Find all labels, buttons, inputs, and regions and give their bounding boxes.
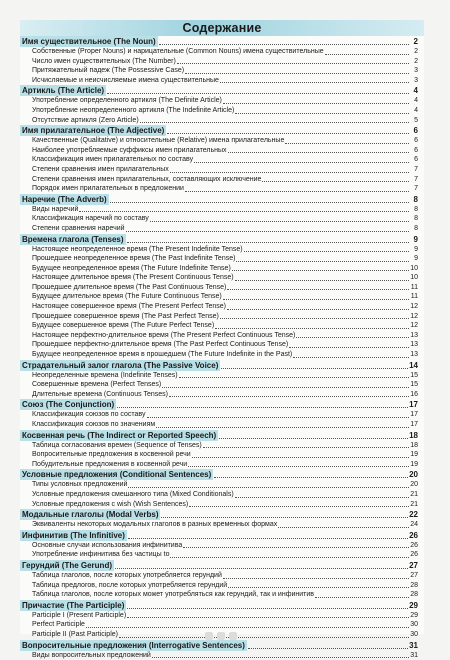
toc-page-number: 12 — [410, 312, 418, 322]
toc-section[interactable] — [20, 640, 418, 651]
toc-entry-title: Прошедшее совершенное время (The Past Perfect Tense) — [20, 312, 219, 322]
dot-leader — [248, 648, 408, 649]
dot-leader — [189, 506, 409, 507]
toc-entry-title: Имя прилагательное (The Adjective) — [20, 125, 166, 136]
toc-entry-title: Будущее совершенное время (The Future Perfect Tense) — [20, 321, 214, 331]
toc-page-number: 6 — [410, 155, 418, 165]
toc-entry-title: Употребление инфинитива без частицы to — [20, 550, 169, 560]
toc-page-number: 31 — [409, 640, 418, 651]
dot-leader — [228, 152, 409, 153]
toc-page-number: 6 — [410, 125, 418, 136]
toc-entry[interactable] — [20, 350, 418, 360]
toc-page-number: 5 — [410, 116, 418, 126]
dot-leader — [227, 309, 409, 310]
toc-page-number: 4 — [410, 96, 418, 106]
toc-entry[interactable] — [20, 264, 418, 274]
toc-entry-title: Прошедшее перфектно-длительное время (The Past Perfect Continuous Tense) — [20, 340, 288, 350]
dot-leader — [235, 280, 409, 281]
toc-entry-title: Настоящее неопределенное время (The Present Indefinite Tense) — [20, 245, 243, 255]
toc-page-number: 8 — [410, 224, 418, 234]
dot-leader — [278, 527, 409, 528]
document-page — [20, 20, 424, 634]
toc-entry[interactable] — [20, 205, 418, 215]
dot-leader — [170, 557, 409, 558]
dot-leader — [232, 270, 409, 271]
toc-entry[interactable] — [20, 590, 418, 600]
toc-page-number: 20 — [409, 469, 418, 480]
toc-entry[interactable] — [20, 96, 418, 106]
toc-entry-title: Степени сравнения имен прилагательных, составляющих исключение — [20, 175, 261, 185]
toc-entry-title: Длительные времена (Continuous Tenses) — [20, 390, 168, 400]
dot-leader — [214, 477, 408, 478]
toc-entry[interactable] — [20, 450, 418, 460]
table-of-contents — [20, 36, 418, 660]
toc-entry[interactable] — [20, 214, 418, 224]
toc-entry[interactable] — [20, 224, 418, 234]
toc-page-number: 30 — [410, 620, 418, 630]
toc-page-number: 31 — [410, 651, 418, 660]
dot-leader — [169, 396, 409, 397]
toc-page-number: 9 — [410, 245, 418, 255]
toc-entry[interactable] — [20, 390, 418, 400]
toc-entry[interactable] — [20, 283, 418, 293]
toc-entry[interactable] — [20, 57, 418, 67]
toc-entry[interactable] — [20, 541, 418, 551]
dot-leader — [127, 608, 408, 609]
toc-entry-title: Степени сравнения имен прилагательных — [20, 165, 169, 175]
toc-page-number: 17 — [410, 410, 418, 420]
toc-entry[interactable] — [20, 550, 418, 560]
dot-leader — [220, 318, 409, 319]
toc-entry-title: Таблица согласования времен (Sequence of Tenses) — [20, 441, 202, 451]
toc-entry-title: Прошедшее неопределенное время (The Past Indefinite Tense) — [20, 254, 235, 264]
toc-page-number: 15 — [410, 371, 418, 381]
toc-section[interactable] — [20, 125, 418, 136]
toc-page-number: 3 — [410, 66, 418, 76]
toc-entry-title: Условные предложения смешанного типа (Mixed Conditionals) — [20, 490, 234, 500]
dot-leader — [235, 113, 409, 114]
toc-entry-title: Прошедшее длительное время (The Past Continuous Tense) — [20, 283, 226, 293]
toc-entry-title: Participle I (Present Participle) — [20, 611, 126, 621]
dot-leader — [86, 627, 409, 628]
toc-entry[interactable] — [20, 460, 418, 470]
toc-section[interactable] — [20, 36, 418, 47]
toc-entry-title: Имя существительное (The Noun) — [20, 36, 158, 47]
toc-entry-title: Совершенные времена (Perfect Tenses) — [20, 380, 161, 390]
toc-entry-title: Таблица глаголов, после которых может употребляться как герундий, так и инфинитив — [20, 590, 314, 600]
toc-page-number: 10 — [410, 264, 418, 274]
dot-leader — [223, 103, 409, 104]
toc-page-number: 2 — [410, 47, 418, 57]
toc-entry[interactable] — [20, 340, 418, 350]
toc-entry[interactable] — [20, 136, 418, 146]
dot-leader — [126, 231, 409, 232]
toc-page-number: 30 — [410, 630, 418, 640]
toc-entry-title: Условные предложения с wish (Wish Sentences) — [20, 500, 188, 510]
toc-entry[interactable] — [20, 651, 418, 660]
toc-entry-title: Настоящее длительное время (The Present Continuous Tense) — [20, 273, 234, 283]
toc-entry-title: Наречие (The Adverb) — [20, 194, 109, 205]
toc-page-number: 14 — [409, 360, 418, 371]
toc-entry[interactable] — [20, 106, 418, 116]
toc-entry-title: Исчисляемые и неисчисляемые имена существительные — [20, 76, 219, 86]
toc-entry[interactable] — [20, 331, 418, 341]
toc-entry[interactable] — [20, 292, 418, 302]
toc-entry[interactable] — [20, 380, 418, 390]
toc-page-number: 2 — [410, 36, 418, 47]
toc-page-number: 12 — [410, 302, 418, 312]
dot-leader — [285, 143, 409, 144]
toc-entry-title: Инфинитив (The Infinitive) — [20, 530, 127, 541]
dot-leader — [315, 597, 409, 598]
toc-page-number: 18 — [409, 430, 418, 441]
dot-leader — [115, 568, 408, 569]
toc-page-number: 17 — [410, 420, 418, 430]
toc-entry-title: Условные предложения (Conditional Sentences) — [20, 469, 213, 480]
dot-leader — [325, 54, 409, 55]
dot-leader — [107, 93, 409, 94]
toc-entry-title: Притяжательный падеж (The Possessive Case) — [20, 66, 184, 76]
toc-page-number: 27 — [409, 560, 418, 571]
dot-leader — [192, 457, 409, 458]
dot-leader — [227, 289, 409, 290]
dot-leader — [244, 251, 409, 252]
toc-page-number: 19 — [410, 450, 418, 460]
toc-page-number: 6 — [410, 146, 418, 156]
dot-leader — [110, 202, 409, 203]
toc-entry[interactable] — [20, 420, 418, 430]
toc-page-number: 27 — [410, 571, 418, 581]
footer-mark — [205, 632, 213, 640]
dot-leader — [119, 637, 409, 638]
dot-leader — [223, 299, 409, 300]
toc-entry-title: Типы условных предложений — [20, 480, 127, 490]
toc-entry-title: Классификация союзов по составу — [20, 410, 146, 420]
toc-entry[interactable] — [20, 312, 418, 322]
toc-page-number: 26 — [410, 541, 418, 551]
toc-section[interactable] — [20, 509, 418, 520]
toc-page-number: 8 — [410, 214, 418, 224]
toc-page-number: 13 — [410, 340, 418, 350]
toc-entry[interactable] — [20, 480, 418, 490]
page-footer — [205, 632, 237, 640]
dot-leader — [194, 162, 409, 163]
toc-page-number: 15 — [410, 380, 418, 390]
toc-page-number: 29 — [409, 600, 418, 611]
toc-page-number: 3 — [410, 76, 418, 86]
toc-section[interactable] — [20, 194, 418, 205]
dot-leader — [159, 44, 409, 45]
dot-leader — [179, 377, 409, 378]
dot-leader — [235, 497, 409, 498]
toc-entry-title: Таблица глаголов, после которых употребляется герундий — [20, 571, 222, 581]
toc-entry[interactable] — [20, 620, 418, 630]
toc-entry[interactable] — [20, 116, 418, 126]
toc-page-number: 20 — [410, 480, 418, 490]
toc-section[interactable] — [20, 85, 418, 96]
dot-leader — [223, 578, 409, 579]
toc-entry-title: Собственные (Proper Nouns) и нарицательные (Common Nouns) имена существительные — [20, 47, 324, 57]
toc-page-number: 7 — [410, 175, 418, 185]
toc-page-number: 11 — [410, 283, 418, 293]
toc-page-number: 4 — [410, 106, 418, 116]
dot-leader — [293, 357, 409, 358]
dot-leader — [221, 368, 408, 369]
toc-entry-title: Побудительные предложения в косвенной речи — [20, 460, 187, 470]
toc-entry-title: Виды наречий — [20, 205, 78, 215]
dot-leader — [289, 347, 409, 348]
dot-leader — [152, 657, 409, 658]
toc-entry-title: Артикль (The Article) — [20, 85, 106, 96]
dot-leader — [79, 211, 409, 212]
toc-entry-title: Времена глагола (Tenses) — [20, 234, 126, 245]
toc-entry-title: Participle II (Past Participle) — [20, 630, 118, 640]
toc-entry[interactable] — [20, 76, 418, 86]
toc-entry-title: Употребление неопределенного артикля (The Indefinite Article) — [20, 106, 234, 116]
toc-entry[interactable] — [20, 410, 418, 420]
toc-page-number: 28 — [410, 581, 418, 591]
toc-entry[interactable] — [20, 254, 418, 264]
toc-entry-title: Число имен существительных (The Number) — [20, 57, 176, 67]
dot-leader — [117, 407, 408, 408]
toc-entry[interactable] — [20, 520, 418, 530]
toc-entry-title: Будущее неопределенное время (The Future Indefinite Tense) — [20, 264, 231, 274]
toc-entry[interactable] — [20, 611, 418, 621]
toc-entry-title: Вопросительные предложения в косвенной речи — [20, 450, 191, 460]
toc-entry-title: Будущее длительное время (The Future Continuous Tense) — [20, 292, 222, 302]
title-banner — [20, 20, 424, 36]
toc-entry-title: Таблица предлогов, после которых употребляется герундий — [20, 581, 227, 591]
toc-entry[interactable] — [20, 245, 418, 255]
toc-page-number: 6 — [410, 136, 418, 146]
toc-entry[interactable] — [20, 490, 418, 500]
toc-page-number: 26 — [409, 530, 418, 541]
toc-entry[interactable] — [20, 441, 418, 451]
toc-entry-title: Будущее неопределенное время в прошедшем (The Future Indefinite in the Past) — [20, 350, 292, 360]
dot-leader — [220, 82, 409, 83]
toc-entry[interactable] — [20, 273, 418, 283]
toc-page-number: 4 — [410, 85, 418, 96]
dot-leader — [127, 242, 409, 243]
dot-leader — [150, 221, 409, 222]
toc-entry-title: Классификация наречий по составу — [20, 214, 149, 224]
toc-entry-title: Наиболее употребляемые суффиксы имен прилагательных — [20, 146, 227, 156]
toc-page-number: 21 — [410, 500, 418, 510]
toc-entry-title: Настоящее перфектно-длительное время (The Present Perfect Continuous Tense) — [20, 331, 295, 341]
page-title: Содержание — [20, 21, 424, 35]
toc-page-number: 9 — [410, 254, 418, 264]
dot-leader — [219, 438, 408, 439]
toc-page-number: 18 — [410, 441, 418, 451]
toc-entry-title: Союз (The Conjunction) — [20, 399, 116, 410]
footer-mark — [229, 632, 237, 640]
toc-page-number: 2 — [410, 57, 418, 67]
toc-entry-title: Виды вопросительных предложений — [20, 651, 151, 660]
toc-page-number: 8 — [410, 194, 418, 205]
toc-entry-title: Вопросительные предложения (Interrogative Sentences) — [20, 640, 247, 651]
toc-section[interactable] — [20, 600, 418, 611]
toc-entry-title: Perfect Participle — [20, 620, 85, 630]
toc-entry-title: Причастие (The Participle) — [20, 600, 126, 611]
toc-entry-title: Употребление определенного артикля (The Definite Article) — [20, 96, 222, 106]
toc-page-number: 7 — [410, 165, 418, 175]
toc-section[interactable] — [20, 560, 418, 571]
toc-entry[interactable] — [20, 302, 418, 312]
dot-leader — [177, 63, 409, 64]
toc-entry-title: Модальные глаголы (Modal Verbs) — [20, 509, 160, 520]
toc-page-number: 7 — [410, 184, 418, 194]
toc-entry[interactable] — [20, 155, 418, 165]
dot-leader — [147, 417, 410, 418]
dot-leader — [161, 517, 408, 518]
toc-entry[interactable] — [20, 184, 418, 194]
toc-page-number: 13 — [410, 350, 418, 360]
toc-entry[interactable] — [20, 321, 418, 331]
toc-page-number: 9 — [410, 234, 418, 245]
toc-entry-title: Порядок имен прилагательных в предложении — [20, 184, 184, 194]
dot-leader — [140, 122, 409, 123]
toc-entry[interactable] — [20, 47, 418, 57]
toc-entry-title: Основные случаи использования инфинитива — [20, 541, 182, 551]
dot-leader — [156, 427, 409, 428]
toc-page-number: 17 — [409, 399, 418, 410]
toc-page-number: 21 — [410, 490, 418, 500]
dot-leader — [188, 466, 409, 467]
toc-section[interactable] — [20, 430, 418, 441]
toc-page-number: 13 — [410, 331, 418, 341]
toc-section[interactable] — [20, 530, 418, 541]
dot-leader — [128, 538, 408, 539]
dot-leader — [128, 487, 409, 488]
toc-page-number: 26 — [410, 550, 418, 560]
toc-page-number: 28 — [410, 590, 418, 600]
toc-entry-title: Качественные (Qualitative) и относительные (Relative) имена прилагательные — [20, 136, 284, 146]
dot-leader — [228, 587, 409, 588]
toc-entry-title: Классификация союзов по значениям — [20, 420, 155, 430]
toc-entry[interactable] — [20, 146, 418, 156]
toc-entry-title: Классификация имен прилагательных по составу — [20, 155, 193, 165]
toc-entry[interactable] — [20, 581, 418, 591]
toc-section[interactable] — [20, 234, 418, 245]
dot-leader — [236, 261, 409, 262]
toc-entry[interactable] — [20, 66, 418, 76]
dot-leader — [185, 191, 409, 192]
footer-mark — [217, 632, 225, 640]
dot-leader — [183, 547, 409, 548]
toc-section[interactable] — [20, 399, 418, 410]
toc-section[interactable] — [20, 360, 418, 371]
dot-leader — [162, 387, 409, 388]
toc-page-number: 8 — [410, 205, 418, 215]
toc-page-number: 19 — [410, 460, 418, 470]
toc-entry-title: Косвенная речь (The Indirect or Reported Speech) — [20, 430, 218, 441]
dot-leader — [262, 181, 409, 182]
toc-entry-title: Герундий (The Gerund) — [20, 560, 114, 571]
toc-entry-title: Эквиваленты некоторых модальных глаголов в разных временных формах — [20, 520, 277, 530]
toc-section[interactable] — [20, 469, 418, 480]
dot-leader — [127, 617, 409, 618]
toc-entry-title: Настоящее совершенное время (The Present Perfect Tense) — [20, 302, 226, 312]
toc-entry-title: Отсутствие артикля (Zero Article) — [20, 116, 139, 126]
dot-leader — [185, 73, 409, 74]
toc-entry[interactable] — [20, 500, 418, 510]
toc-entry[interactable] — [20, 175, 418, 185]
toc-page-number: 22 — [409, 509, 418, 520]
dot-leader — [167, 133, 409, 134]
toc-page-number: 10 — [410, 273, 418, 283]
toc-page-number: 24 — [410, 520, 418, 530]
toc-entry-title: Неопределенные времена (Indefinite Tenses) — [20, 371, 178, 381]
toc-entry[interactable] — [20, 165, 418, 175]
toc-page-number: 12 — [410, 321, 418, 331]
toc-entry-title: Степени сравнения наречий — [20, 224, 125, 234]
toc-entry-title: Страдательный залог глагола (The Passive Voice) — [20, 360, 220, 371]
dot-leader — [296, 337, 409, 338]
dot-leader — [203, 447, 409, 448]
dot-leader — [215, 328, 409, 329]
toc-page-number: 11 — [410, 292, 418, 302]
toc-entry[interactable] — [20, 571, 418, 581]
toc-entry[interactable] — [20, 371, 418, 381]
toc-page-number: 16 — [410, 390, 418, 400]
toc-page-number: 29 — [410, 611, 418, 621]
dot-leader — [170, 172, 409, 173]
